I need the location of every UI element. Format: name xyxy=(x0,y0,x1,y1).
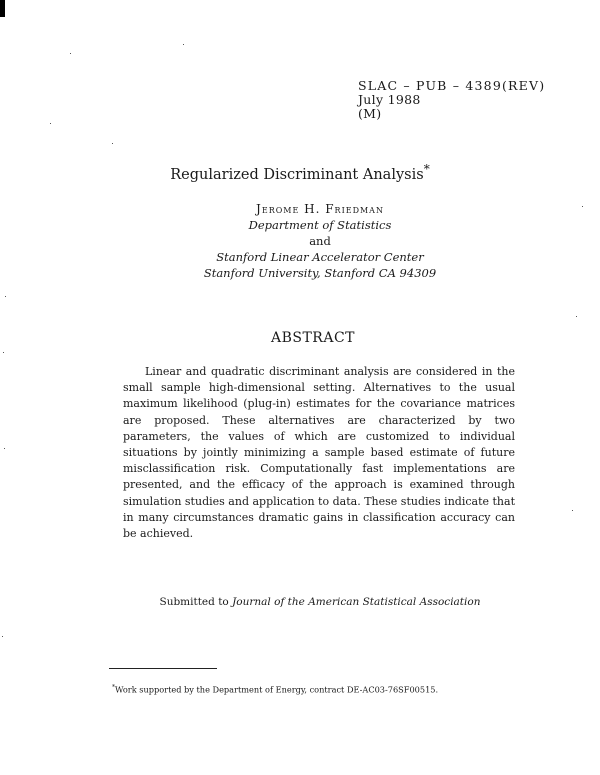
abstract-body: Linear and quadratic discriminant analysis are considered in the small sample high-dimensional setting. Alternatives to the usual maximum likelihood (plug-in) estimates for the covariance matrices are proposed. These alternatives are characterized by two parameters, the values of which are customized to individual situations by jointly minimizing a sample based estimate of future misclassification risk. Computationally fast implementations are presented, and the efficacy of the approach is examined through simulation studies and application to data. These studies indicate that in many circumstances dramatic gains in classification accuracy can be achieved. xyxy=(123,365,515,541)
scan-speck xyxy=(112,143,113,144)
footnote-mark: * xyxy=(112,684,115,691)
report-date: July 1988 xyxy=(358,92,421,107)
scan-speck xyxy=(50,123,51,124)
paper-title-text: Regularized Discriminant Analysis xyxy=(170,166,424,183)
report-code: (M) xyxy=(358,106,382,121)
scan-edge-mark xyxy=(0,0,5,17)
abstract-heading: ABSTRACT xyxy=(270,330,356,346)
author-university: Stanford University, Stanford CA 94309 xyxy=(203,266,437,280)
scan-speck xyxy=(572,510,573,511)
footnote xyxy=(112,684,438,695)
report-info xyxy=(358,79,545,121)
scan-speck xyxy=(3,352,4,353)
paper-title xyxy=(0,162,600,183)
submission-journal: Journal of the American Statistical Association xyxy=(232,596,481,608)
author-center: Stanford Linear Accelerator Center xyxy=(216,250,424,264)
author-name: Jerome H. Friedman xyxy=(256,202,384,216)
scan-speck xyxy=(576,316,577,317)
report-number: SLAC – PUB – 4389(REV) xyxy=(358,78,546,93)
author-block xyxy=(0,201,600,281)
scan-speck xyxy=(2,636,3,637)
author-department: Department of Statistics xyxy=(248,218,392,232)
submission-prefix: Submitted to xyxy=(159,596,229,608)
scan-speck xyxy=(70,53,71,54)
scan-speck xyxy=(5,296,6,297)
footnote-text: Work supported by the Department of Energy, contract DE-AC03-76SF00515. xyxy=(115,684,439,695)
scan-speck xyxy=(4,448,5,449)
scan-speck xyxy=(183,44,184,45)
footnote-rule xyxy=(109,668,217,669)
submission-note xyxy=(0,596,600,608)
author-conjunction: and xyxy=(309,234,331,248)
title-footnote-mark: * xyxy=(423,162,430,176)
